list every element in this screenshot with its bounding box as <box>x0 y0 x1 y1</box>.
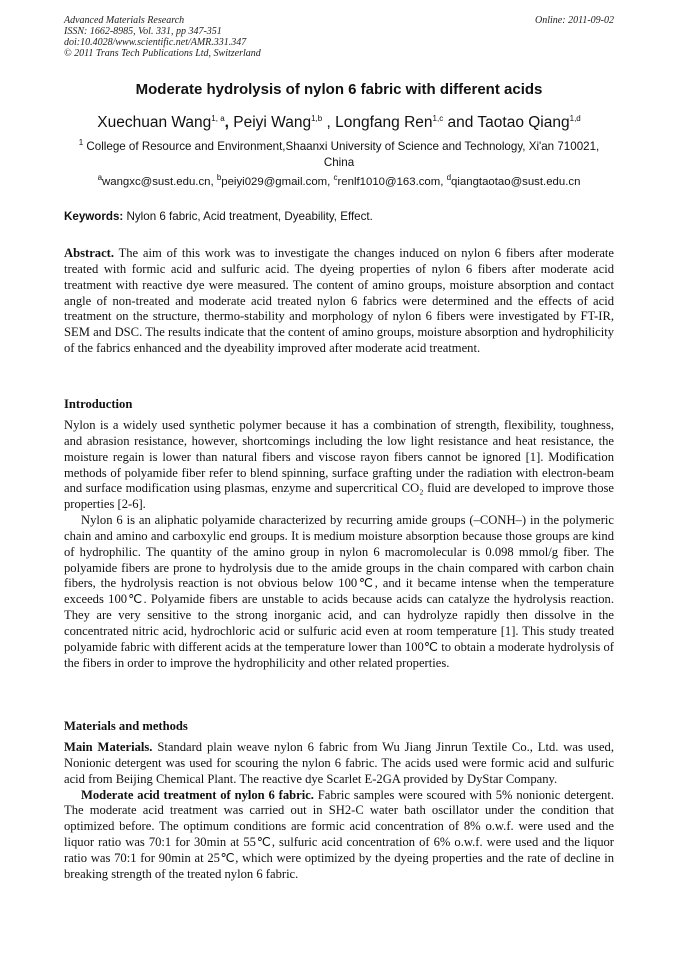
paragraph <box>64 740 614 788</box>
author-name: Peiyi Wang <box>233 114 312 131</box>
keywords <box>64 210 614 223</box>
email-link[interactable]: qiangtaotao@sust.edu.cn <box>451 176 581 188</box>
affiliation-text: College of Resource and Environment,Shaanxi University of Science and Technology, Xi'an 710021, China <box>83 140 600 169</box>
email-link[interactable]: peiyi029@gmail.com, <box>221 176 334 188</box>
email-mark: c <box>333 173 338 183</box>
journal-name: Advanced Materials Research <box>64 15 185 26</box>
paragraph: Nylon is a widely used synthetic polymer because it has a combination of strength, flexibility, toughness, and abrasion resistance, however, shortcomings including the low light resistance and heat resistance, the moisture regain is lower than natural fibers and viscose rayon fibers cannot be ignored [1]. Modification methods of polyamide fiber refer to blend spinning, surface grafting under the radiation with electron-beam and surface modification using plasmas, enzyme and supercritical CO₂ fluid are developed to improve those properties [2-6]. <box>64 418 614 512</box>
paragraph-label: Moderate acid treatment of nylon 6 fabric. <box>81 787 314 802</box>
paper-title: Moderate hydrolysis of nylon 6 fabric with different acids <box>135 81 543 98</box>
affiliation-mark: 1 <box>78 138 84 148</box>
paragraph-label: Main Materials. <box>64 740 153 754</box>
author-name: Taotao Qiang <box>477 114 570 131</box>
email-mark: d <box>446 173 452 183</box>
paragraph-text: Standard plain weave nylon 6 fabric from Wu Jiang Jinrun Textile Co., Ltd. was used, Nonionic detergent was used for scouring the nylon 6 fabric. The acids used were formic acid and sulfuric acid from Beijing Chemical Plant. The reactive dye Scarlet E-2GA provided by DyStar Company. <box>64 740 614 786</box>
email-link[interactable]: renlf1010@163.com, <box>337 176 447 188</box>
keywords-text: Nylon 6 fabric, Acid treatment, Dyeability, Effect. <box>123 210 373 223</box>
abstract-label: Abstract. <box>64 246 115 260</box>
author-name: Xuechuan Wang <box>97 114 212 131</box>
journal-issn: ISSN: 1662-8985, Vol. 331, pp 347-351 <box>64 26 222 37</box>
journal-doi: doi:10.4028/www.scientific.net/AMR.331.347 <box>64 37 247 48</box>
author-separator: , <box>224 114 234 131</box>
author-separator: and <box>443 114 478 131</box>
author-list <box>64 114 614 132</box>
affiliation <box>78 139 600 171</box>
email-mark: a <box>97 173 103 183</box>
author-affiliation-mark: 1,c <box>432 113 444 123</box>
abstract <box>64 246 614 357</box>
abstract-text: The aim of this work was to investigate the changes induced on nylon 6 fibers after moderate treated with formic acid and sulfuric acid. The dyeing properties of nylon 6 fibers after moderate acid treatment with reactive dye were measured. The content of amino groups, moisture absorption and contact angle of non-treated and moderate acid treated nylon 6 fabrics were determined and the effects of acid treatment on the structure, thermo-stability and morphology of nylon 6 fibers were investigated by FT-IR, SEM and DSC. The results indicate that the content of amino groups, moisture absorption and hydrophilicity of the fabrics enhanced and the dyeability improved after moderate acid treatment. <box>64 246 614 356</box>
author-emails <box>64 173 614 188</box>
email-mark: b <box>216 173 222 183</box>
paragraph-text: Fabric samples were scoured with 5% nonionic detergent. The moderate acid treatment was carried out in SH2-C water bath oscillator under the condition that optimized before. The optimum conditions are formic acid concentration of 8% o.w.f. were used and the liquor ratio was 70:1 for 30min at 55℃, sulfuric acid concentration of 6% o.w.f. were used and the liquor ratio was 70:1 for 90min at 25℃, which were optimized by the dyeing properties and the rate of decline in breaking strength of the treated nylon 6 fabric. <box>64 787 614 881</box>
author-affiliation-mark: 1,d <box>569 113 581 123</box>
paragraph: Nylon 6 is an aliphatic polyamide characterized by recurring amide groups (–CONH–) in the polymeric chain and amino and carboxylic end groups. It is medium moisture absorption because those groups are kind of hydrophilic. The quantity of the amino group in nylon 6 macromolecular is 0.098 mmol/g fiber. The polyamide fibers are prone to hydrolysis due to the amide groups in the chain compared with carbon chain fibers, the hydrolysis reaction is not obvious below 100℃, and it became intense when the temperature exceeds 100℃. Polyamide fibers are unstable to acids because acids can catalyze the hydrolysis reaction. They are very sensitive to the strong inorganic acid, and can hydrolyze rapidly then dissolve in the concentrated nitric acid, hydrochloric acid or sulfuric acid even at room temperature [1]. This study treated polyamide fabric with different acids at the temperature lower than 100℃ to obtain a moderate hydrolysis of the fibers in order to improve the hydrophilicity and other related properties. <box>64 513 614 670</box>
author-separator: , <box>322 114 336 131</box>
author-name: Longfang Ren <box>335 114 433 131</box>
author-affiliation-mark: 1, a <box>211 113 225 123</box>
introduction-body <box>64 418 614 672</box>
journal-header <box>64 15 614 59</box>
journal-copyright: © 2011 Trans Tech Publications Ltd, Switzerland <box>64 48 261 59</box>
author-affiliation-mark: 1,b <box>311 113 323 123</box>
section-heading-introduction: Introduction <box>64 397 133 411</box>
keywords-label: Keywords: <box>64 210 124 223</box>
email-link[interactable]: wangxc@sust.edu.cn, <box>102 176 217 188</box>
section-heading-methods: Materials and methods <box>64 719 188 733</box>
paragraph <box>64 788 614 883</box>
online-date: Online: 2011-09-02 <box>535 15 614 26</box>
methods-body <box>64 740 614 883</box>
